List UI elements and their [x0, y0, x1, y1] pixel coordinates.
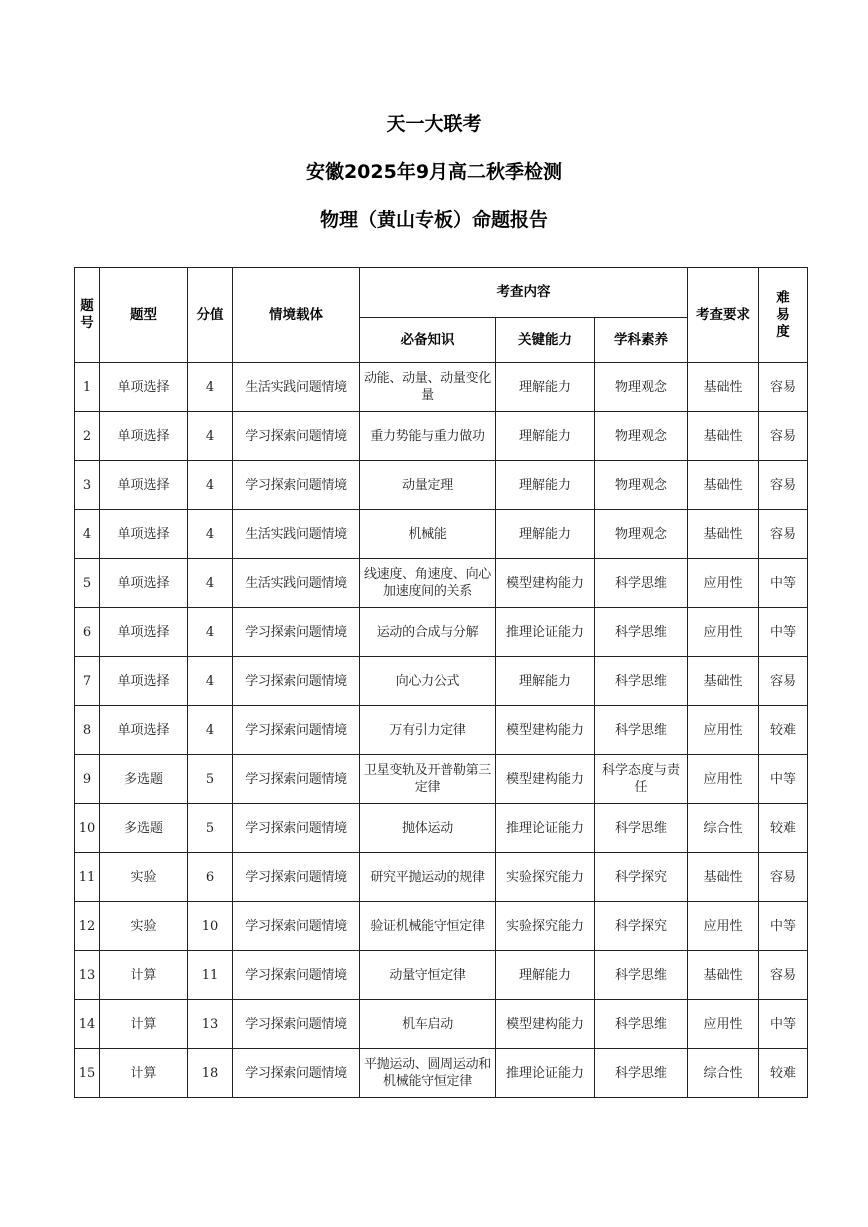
table-row: [75, 657, 808, 706]
question-literacy: 科学思维: [595, 706, 688, 755]
question-requirement: 基础性: [688, 951, 759, 1000]
question-context: 学习探索问题情境: [233, 1049, 360, 1098]
question-number: 11: [75, 853, 100, 902]
table-row: [75, 363, 808, 412]
question-number: 12: [75, 902, 100, 951]
question-type: 多选题: [100, 755, 188, 804]
question-knowledge: 验证机械能守恒定律: [360, 902, 496, 951]
question-literacy: 科学探究: [595, 853, 688, 902]
question-requirement: 应用性: [688, 608, 759, 657]
question-type: 实验: [100, 902, 188, 951]
question-literacy: 科学思维: [595, 657, 688, 706]
question-ability: 理解能力: [496, 412, 595, 461]
question-score: 4: [188, 363, 233, 412]
question-knowledge: 向心力公式: [360, 657, 496, 706]
header-score: 分值: [188, 268, 233, 363]
question-difficulty: 容易: [759, 412, 808, 461]
question-difficulty: 中等: [759, 559, 808, 608]
question-knowledge: 动量守恒定律: [360, 951, 496, 1000]
question-literacy: 物理观念: [595, 510, 688, 559]
question-number: 2: [75, 412, 100, 461]
question-knowledge: 机车启动: [360, 1000, 496, 1049]
table-row: [75, 559, 808, 608]
question-context: 学习探索问题情境: [233, 902, 360, 951]
question-score: 4: [188, 510, 233, 559]
question-difficulty: 中等: [759, 1000, 808, 1049]
header-requirement: 考查要求: [688, 268, 759, 363]
question-context: 生活实践问题情境: [233, 510, 360, 559]
header-knowledge: 必备知识: [360, 318, 496, 363]
question-ability: 模型建构能力: [496, 1000, 595, 1049]
header-difficulty-char: 难: [776, 289, 790, 306]
question-knowledge: 动量定理: [360, 461, 496, 510]
question-context: 学习探索问题情境: [233, 951, 360, 1000]
question-knowledge: 卫星变轨及开普勒第三定律: [360, 755, 496, 804]
question-literacy: 物理观念: [595, 461, 688, 510]
question-knowledge: 动能、动量、动量变化量: [360, 363, 496, 412]
question-literacy: 科学思维: [595, 951, 688, 1000]
question-requirement: 应用性: [688, 755, 759, 804]
proposition-report-table: [74, 267, 808, 1098]
header-ability: 关键能力: [496, 318, 595, 363]
question-score: 4: [188, 657, 233, 706]
question-ability: 推理论证能力: [496, 608, 595, 657]
question-context: 学习探索问题情境: [233, 755, 360, 804]
question-difficulty: 较难: [759, 706, 808, 755]
table-row: [75, 608, 808, 657]
question-ability: 理解能力: [496, 510, 595, 559]
table-row: [75, 755, 808, 804]
question-number: 3: [75, 461, 100, 510]
table-row: [75, 412, 808, 461]
question-requirement: 基础性: [688, 461, 759, 510]
question-type: 计算: [100, 1049, 188, 1098]
question-score: 6: [188, 853, 233, 902]
question-context: 学习探索问题情境: [233, 608, 360, 657]
table-row: [75, 461, 808, 510]
question-score: 13: [188, 1000, 233, 1049]
header-difficulty-char: 度: [776, 323, 790, 340]
question-difficulty: 容易: [759, 363, 808, 412]
question-ability: 理解能力: [496, 657, 595, 706]
question-number: 1: [75, 363, 100, 412]
question-ability: 实验探究能力: [496, 853, 595, 902]
header-content-group: 考查内容: [360, 268, 688, 318]
question-score: 5: [188, 755, 233, 804]
question-literacy: 物理观念: [595, 363, 688, 412]
question-context: 学习探索问题情境: [233, 853, 360, 902]
question-context: 学习探索问题情境: [233, 657, 360, 706]
question-requirement: 基础性: [688, 412, 759, 461]
question-ability: 推理论证能力: [496, 804, 595, 853]
question-number: 14: [75, 1000, 100, 1049]
question-requirement: 应用性: [688, 559, 759, 608]
table-row: [75, 1000, 808, 1049]
question-score: 10: [188, 902, 233, 951]
question-ability: 理解能力: [496, 461, 595, 510]
question-ability: 理解能力: [496, 951, 595, 1000]
header-row-top: [75, 268, 808, 318]
header-number-char: 题: [80, 298, 94, 314]
question-type: 实验: [100, 853, 188, 902]
question-number: 15: [75, 1049, 100, 1098]
report-header: [0, 112, 868, 232]
question-type: 计算: [100, 1000, 188, 1049]
question-literacy: 科学思维: [595, 804, 688, 853]
question-requirement: 应用性: [688, 1000, 759, 1049]
question-difficulty: 容易: [759, 951, 808, 1000]
question-ability: 模型建构能力: [496, 706, 595, 755]
question-knowledge: 抛体运动: [360, 804, 496, 853]
question-knowledge: 运动的合成与分解: [360, 608, 496, 657]
question-type: 单项选择: [100, 363, 188, 412]
question-requirement: 基础性: [688, 363, 759, 412]
question-type: 单项选择: [100, 510, 188, 559]
table-body: [75, 363, 808, 1098]
question-difficulty: 中等: [759, 902, 808, 951]
question-ability: 模型建构能力: [496, 755, 595, 804]
question-context: 学习探索问题情境: [233, 1000, 360, 1049]
question-score: 5: [188, 804, 233, 853]
question-requirement: 应用性: [688, 706, 759, 755]
question-type: 单项选择: [100, 412, 188, 461]
header-difficulty-char: 易: [776, 306, 790, 323]
table-row: [75, 902, 808, 951]
header-literacy: 学科素养: [595, 318, 688, 363]
question-requirement: 综合性: [688, 1049, 759, 1098]
question-requirement: 基础性: [688, 510, 759, 559]
question-type: 单项选择: [100, 559, 188, 608]
question-knowledge: 机械能: [360, 510, 496, 559]
question-score: 4: [188, 559, 233, 608]
document-title: 天一大联考: [386, 113, 482, 135]
question-number: 5: [75, 559, 100, 608]
table-row: [75, 804, 808, 853]
question-knowledge: 重力势能与重力做功: [360, 412, 496, 461]
question-difficulty: 较难: [759, 1049, 808, 1098]
question-context: 生活实践问题情境: [233, 363, 360, 412]
document-subtitle: 安徽2025年9月高二秋季检测: [305, 161, 563, 183]
table-row: [75, 1049, 808, 1098]
question-ability: 实验探究能力: [496, 902, 595, 951]
question-difficulty: 容易: [759, 510, 808, 559]
question-type: 计算: [100, 951, 188, 1000]
question-context: 学习探索问题情境: [233, 412, 360, 461]
question-type: 多选题: [100, 804, 188, 853]
question-score: 4: [188, 412, 233, 461]
header-context: 情境载体: [233, 268, 360, 363]
question-number: 8: [75, 706, 100, 755]
question-type: 单项选择: [100, 657, 188, 706]
header-number-char: 号: [80, 315, 94, 331]
question-type: 单项选择: [100, 461, 188, 510]
question-type: 单项选择: [100, 608, 188, 657]
question-number: 6: [75, 608, 100, 657]
question-type: 单项选择: [100, 706, 188, 755]
report-title: 物理（黄山专板）命题报告: [319, 209, 548, 231]
question-literacy: 科学探究: [595, 902, 688, 951]
question-literacy: 科学思维: [595, 559, 688, 608]
question-number: 4: [75, 510, 100, 559]
question-knowledge: 平抛运动、圆周运动和机械能守恒定律: [360, 1049, 496, 1098]
question-number: 7: [75, 657, 100, 706]
question-requirement: 基础性: [688, 853, 759, 902]
question-difficulty: 容易: [759, 853, 808, 902]
question-score: 4: [188, 706, 233, 755]
header-type: 题型: [100, 268, 188, 363]
question-literacy: 科学思维: [595, 1049, 688, 1098]
question-difficulty: 中等: [759, 755, 808, 804]
table-row: [75, 853, 808, 902]
question-requirement: 综合性: [688, 804, 759, 853]
question-score: 4: [188, 461, 233, 510]
question-number: 13: [75, 951, 100, 1000]
question-score: 11: [188, 951, 233, 1000]
question-ability: 推理论证能力: [496, 1049, 595, 1098]
question-context: 学习探索问题情境: [233, 461, 360, 510]
header-number: [75, 268, 100, 363]
question-requirement: 应用性: [688, 902, 759, 951]
question-score: 4: [188, 608, 233, 657]
table-row: [75, 706, 808, 755]
question-literacy: 科学思维: [595, 608, 688, 657]
question-difficulty: 较难: [759, 804, 808, 853]
question-literacy: 物理观念: [595, 412, 688, 461]
question-context: 学习探索问题情境: [233, 804, 360, 853]
question-literacy: 科学态度与责任: [595, 755, 688, 804]
question-requirement: 基础性: [688, 657, 759, 706]
question-knowledge: 线速度、角速度、向心加速度间的关系: [360, 559, 496, 608]
header-difficulty: [759, 268, 808, 363]
table-row: [75, 951, 808, 1000]
question-knowledge: 研究平抛运动的规律: [360, 853, 496, 902]
question-number: 9: [75, 755, 100, 804]
question-ability: 模型建构能力: [496, 559, 595, 608]
question-context: 生活实践问题情境: [233, 559, 360, 608]
question-number: 10: [75, 804, 100, 853]
question-ability: 理解能力: [496, 363, 595, 412]
table-row: [75, 510, 808, 559]
question-difficulty: 容易: [759, 657, 808, 706]
question-literacy: 科学思维: [595, 1000, 688, 1049]
question-difficulty: 中等: [759, 608, 808, 657]
question-knowledge: 万有引力定律: [360, 706, 496, 755]
question-score: 18: [188, 1049, 233, 1098]
question-context: 学习探索问题情境: [233, 706, 360, 755]
question-difficulty: 容易: [759, 461, 808, 510]
